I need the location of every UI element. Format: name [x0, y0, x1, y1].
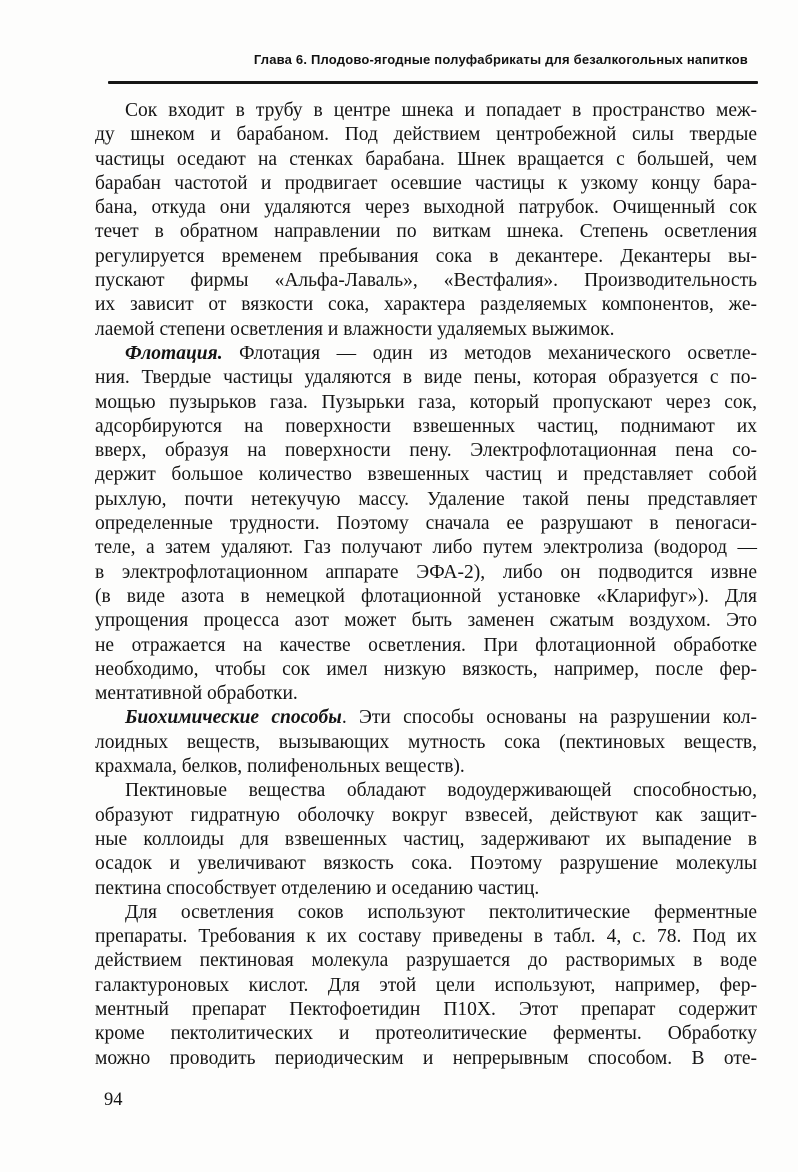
text-run: барабан частотой и продвигает осевшие частицы к узкому концу бара-: [95, 172, 757, 194]
emphasis-run: Биохимические способы: [125, 707, 342, 729]
text-run: упрощения процесса азот может быть заменен сжатым воздухом. Это: [95, 610, 757, 632]
text-line: [95, 609, 757, 633]
running-header: Глава 6. Плодово-ягодные полуфабрикаты для безалкогольных напитков: [253, 52, 748, 67]
text-line: [95, 925, 757, 949]
text-line: [95, 488, 757, 512]
text-line: [95, 804, 757, 828]
page-number: 94: [104, 1090, 123, 1110]
text-run: осадок и увеличивают вязкость сока. Поэтому разрушение молекулы: [95, 853, 757, 875]
text-line: [95, 439, 757, 463]
text-run: необходимо, чтобы сок имел низкую вязкость, например, после фер-: [95, 658, 757, 680]
emphasis-run: Флотация.: [125, 342, 223, 364]
text-run: течет в обратном направлении по виткам шнека. Степень осветления: [95, 221, 757, 243]
text-line: [95, 828, 757, 852]
text-line: [95, 293, 757, 317]
text-run: ментный препарат Пектофоетидин П10Х. Этот препарат содержит: [95, 998, 757, 1020]
text-run: образуют гидратную оболочку вокруг взвесей, действуют как защит-: [95, 804, 757, 826]
text-run: определенные трудности. Поэтому сначала ее разрушают в пеногаси-: [95, 513, 757, 535]
text-line: [95, 731, 757, 755]
text-run: регулируется временем пребывания сока в декантере. Декантеры вы-: [95, 245, 757, 267]
text-run: действием пектиновая молекула разрушается до растворимых в воде: [95, 950, 757, 972]
text-run: ду шнеком и барабаном. Под действием центробежной силы твердые: [95, 124, 757, 146]
text-line: [95, 877, 757, 901]
text-run: можно проводить периодическим и непрерывным способом. В оте-: [95, 1047, 757, 1069]
text-line: [95, 682, 757, 706]
text-run: в электрофлотационном аппарате ЭФА-2), либо он подводится извне: [95, 561, 757, 583]
text-line: [95, 391, 757, 415]
text-run: лоидных веществ, вызывающих мутность сока (пектиновых веществ,: [95, 731, 757, 753]
text-run: кроме пектолитических и протеолитические ферменты. Обработку: [95, 1023, 757, 1045]
text-line: [95, 463, 757, 487]
text-run: (в виде азота в немецкой флотационной установке «Кларифуг»). Для: [95, 585, 757, 607]
text-run: пускают фирмы «Альфа-Лаваль», «Вестфалия». Производительность: [95, 270, 757, 292]
text-run: лаемой степени осветления и влажности удаляемых выжимок.: [95, 318, 615, 340]
text-line: [95, 196, 757, 220]
text-run: частицы оседают на стенках барабана. Шнек вращается с большей, чем: [95, 148, 757, 170]
text-run: галактуроновых кислот. Для этой цели используют, например, фер-: [95, 974, 757, 996]
text-run: адсорбируются на поверхности взвешенных частиц, поднимают их: [95, 415, 757, 437]
text-line: [95, 269, 757, 293]
text-line: [95, 148, 757, 172]
text-run: теле, а затем удаляют. Газ получают либо путем электролиза (водород —: [95, 537, 757, 559]
text-run: . Эти способы основаны на разрушении кол-: [341, 707, 757, 729]
text-run: рыхлую, почти нетекучую массу. Удаление такой пены представляет: [95, 488, 757, 510]
text-line: [95, 342, 757, 366]
text-line: [95, 585, 757, 609]
text-line: [95, 99, 757, 123]
text-run: держит большое количество взвешенных частиц и представляет собой: [95, 464, 757, 486]
text-run: бана, откуда они удаляются через выходной патрубок. Очищенный сок: [95, 197, 757, 219]
text-line: [95, 415, 757, 439]
text-line: [95, 512, 757, 536]
text-run: мощью пузырьков газа. Пузырьки газа, который пропускают через сок,: [95, 391, 757, 413]
text-line: [95, 974, 757, 998]
text-line: [95, 706, 757, 730]
text-run: не отражается на качестве осветления. При флотационной обработке: [95, 634, 757, 656]
text-line: [95, 852, 757, 876]
text-run: препараты. Требования к их составу приведены в табл. 4, с. 78. Под их: [95, 926, 757, 948]
text-run: пектина способствует отделению и оседанию частиц.: [95, 877, 540, 899]
text-run: крахмала, белков, полифенольных веществ).: [95, 756, 465, 778]
text-line: [95, 220, 757, 244]
text-run: Для осветления соков используют пектолитические ферментные: [125, 901, 757, 923]
text-run: вверх, образуя на поверхности пену. Электрофлотационная пена со-: [95, 440, 757, 462]
text-run: ния. Твердые частицы удаляются в виде пены, которая образуется с по-: [95, 367, 757, 389]
text-run: Пектиновые вещества обладают водоудерживающей способностью,: [125, 780, 757, 802]
text-line: [95, 1047, 757, 1071]
text-run: ные коллоиды для взвешенных частиц, задерживают их выпадение в: [95, 828, 757, 850]
text-line: [95, 901, 757, 925]
text-line: [95, 245, 757, 269]
text-line: [95, 755, 757, 779]
text-line: [95, 172, 757, 196]
text-line: [95, 536, 757, 560]
text-line: [95, 949, 757, 973]
text-line: [95, 1022, 757, 1046]
text-line: [95, 779, 757, 803]
text-run: Сок входит в трубу в центре шнека и попадает в пространство меж-: [125, 100, 757, 121]
text-line: [95, 318, 757, 342]
text-run: ментативной обработки.: [95, 683, 298, 705]
text-line: [95, 561, 757, 585]
text-run: их зависит от вязкости сока, характера разделяемых компонентов, же-: [95, 294, 757, 316]
text-line: [95, 658, 757, 682]
text-line: [95, 366, 757, 390]
text-line: [95, 634, 757, 658]
page-body: [95, 99, 757, 1071]
text-run: Флотация — один из методов механического осветле-: [222, 342, 757, 364]
header-rule: [108, 81, 758, 84]
text-line: [95, 998, 757, 1022]
text-line: [95, 123, 757, 147]
